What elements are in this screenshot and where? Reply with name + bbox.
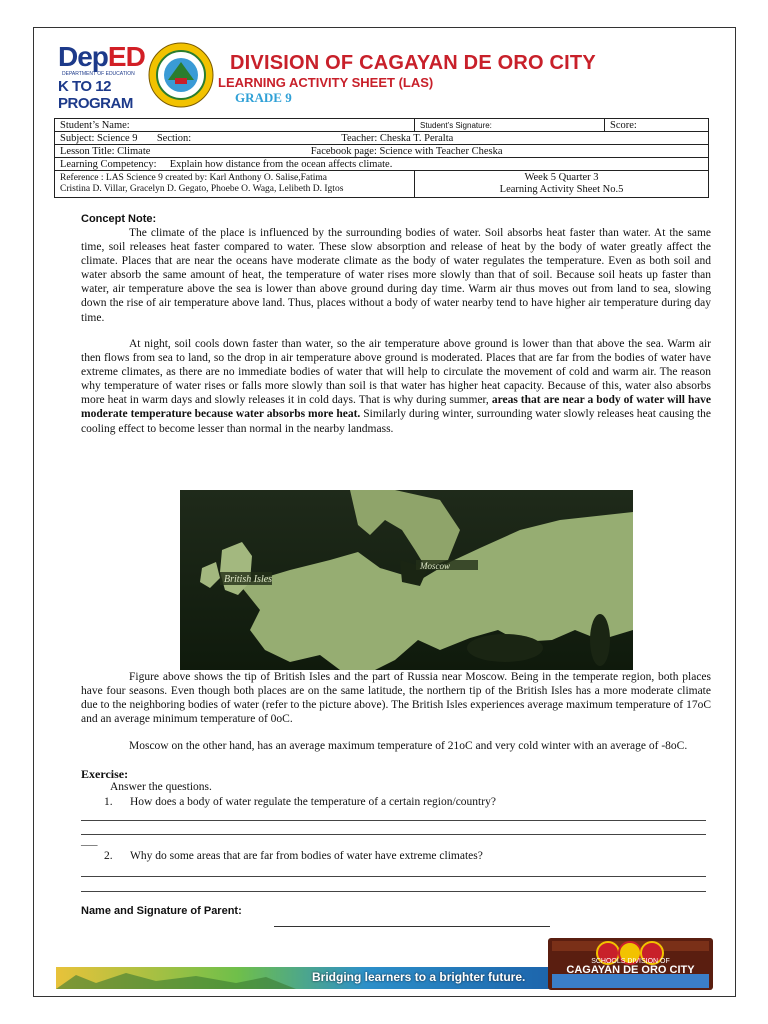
- parent-signature-label: Name and Signature of Parent:: [81, 905, 242, 917]
- map-label-moscow: Moscow: [420, 561, 450, 571]
- lesson-title: Lesson Title: Climate: [60, 145, 151, 157]
- week-cell: [415, 171, 709, 198]
- teacher-label: Teacher: Cheska T. Peralta: [341, 132, 454, 144]
- body-paragraph-4: Moscow on the other hand, has an average maximum temperature of 21oC and very cold winter with an average of -8oC.: [129, 740, 688, 752]
- sheet-number: Learning Activity Sheet No.5: [499, 184, 624, 195]
- deped-wordmark: DepED: [58, 41, 145, 72]
- competency-text: Explain how distance from the ocean affects climate.: [169, 158, 393, 170]
- lesson-row: [55, 145, 709, 158]
- answer-line[interactable]: [81, 820, 706, 821]
- las-title: LEARNING ACTIVITY SHEET (LAS): [218, 75, 434, 90]
- parent-signature-line[interactable]: [274, 926, 550, 927]
- answer-line[interactable]: [81, 876, 706, 877]
- europe-map-image: [180, 490, 633, 670]
- sdo-cdo-logo: [548, 938, 713, 990]
- answer-line[interactable]: [81, 834, 706, 835]
- student-info-table: [54, 118, 709, 198]
- exercise-heading: Exercise:: [81, 767, 129, 781]
- question-1: 1. How does a body of water regulate the temperature of a certain region/country?: [104, 796, 496, 808]
- facebook-page: Facebook page: Science with Teacher Cheska: [310, 145, 503, 157]
- week-label: Week 5 Quarter 3: [524, 172, 599, 183]
- score-field: Score:: [605, 119, 709, 132]
- student-name-field: Student’s Name:: [55, 119, 415, 132]
- competency-label: Learning Competency:: [60, 158, 157, 170]
- concept-note-heading: Concept Note:: [81, 213, 157, 225]
- footer-tagline: Bridging learners to a brighter future.: [312, 970, 526, 984]
- concept-paragraph-1: The climate of the place is influenced by the surrounding bodies of water. Soil absorbs heat faster than water. At the same time, soil releases heat faster compared to water. These slow absorption and release of heat by the body of water greatly affect the climate. Places that are near the oceans have moderate climate as the body of water regulates the temperature. Even as both soil and water absorb the same amount of heat, the temperature of water rises more slowly than that of soil. Because soil heats up faster than water, air temperature above the sea is lower than above ground during day time. Warm air thus moves out from land to sea, slowing down the rise of air temperature above land. Thus, places without a body of water nearby tend to have higher air temperature during day time.: [81, 227, 711, 324]
- deped-logo: [58, 41, 146, 112]
- deped-subtitle: DEPARTMENT OF EDUCATION: [62, 71, 135, 77]
- schools-division-label: SCHOOLS DIVISION OF: [591, 958, 670, 965]
- division-title: DIVISION OF CAGAYAN DE ORO CITY: [230, 52, 596, 74]
- subject-label: Subject: Science 9: [60, 132, 138, 144]
- reference-line2: Cristina D. Villar, Gracelyn D. Gegato, Phoebe O. Waga, Lelibeth D. Igtos: [60, 184, 344, 194]
- subject-row: [55, 132, 709, 145]
- student-signature-field: Student’s Signature:: [415, 119, 605, 132]
- k12-program-label: K TO 12 PROGRAM: [58, 78, 133, 112]
- cdo-city-label: CAGAYAN DE ORO CITY: [566, 964, 695, 976]
- map-label-british: British Isles: [224, 574, 273, 585]
- grade-label: GRADE 9: [235, 90, 292, 105]
- exercise-instruction: Answer the questions.: [110, 781, 212, 793]
- concept-bold-statement: areas that are near a body of water will have moderate temperature because water absorbs more heat.: [81, 394, 712, 421]
- section-label: Section:: [156, 132, 192, 144]
- answer-dash: ___: [81, 835, 98, 847]
- division-seal-icon: [148, 42, 214, 108]
- reference-line1: Reference : LAS Science 9 created by: Karl Anthony O. Salise,Fatima: [60, 173, 327, 183]
- competency-row: [55, 158, 709, 171]
- concept-paragraph-2: At night, soil cools down faster than water, so the air temperature above ground is lower than that above the sea. Warm air then flows from sea to land, so the drop in air temperature above ground is moderated. Places that are far from the bodies of water have extreme climates, as there are no immediate bodies of water that will help to circulate the movement of cold and warm air. The reason why temperature of water rises or falls more slowly than soil is that water has higher heat capacity. Because of this, water also absorbs more heat in warm days and slowly releases it in cold days. That is why during summer, areas that are near a body of water will have moderate temperature because water absorbs more heat. Similarly during winter, surrounding water slowly releases heat causing the cooling effect to become lesser than normal in the nearby landmass.: [81, 338, 712, 435]
- answer-line[interactable]: [81, 891, 706, 892]
- body-paragraph-3: Figure above shows the tip of British Isles and the part of Russia near Moscow. Being in the temperate region, both places have four seasons. Even though both places are on the same latitude, the northern tip of the British Isles has a more moderate climate due to the neighboring bodies of water (refer to the picture above). The British Isles experiences average maximum temperature of 17oC and an average minimum temperature of 0oC.: [81, 671, 711, 726]
- reference-cell: [55, 171, 415, 198]
- question-2: 2. Why do some areas that are far from bodies of water have extreme climates?: [104, 850, 483, 862]
